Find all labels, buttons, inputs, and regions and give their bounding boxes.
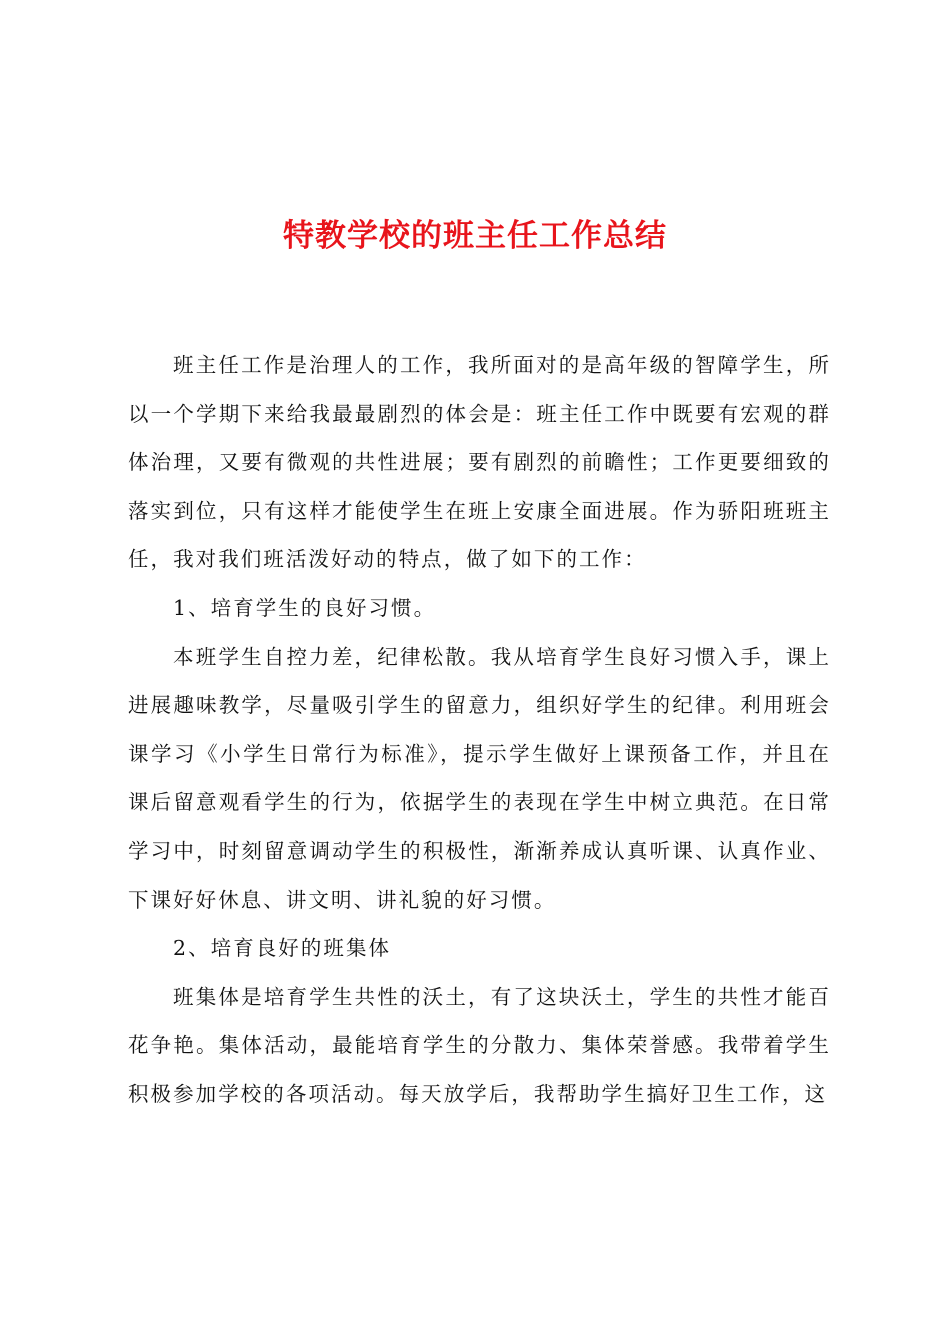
section-heading-2: 2、培育良好的班集体 bbox=[173, 936, 392, 961]
paragraph-habits: 本班学生自控力差，纪律松散。我从培育学生良好习惯入手，课上进展趣味教学，尽量吸引学生的留意力，组织好学生的纪律。利用班会课学习《小学生日常行为标准》，提示学生做好上课预备工作，并且在课后留意观看学生的行为，依据学生的表现在学生中树立典范。在日常学习中，时刻留意调动学生的积极性，渐渐养成认真听课、认真作业、下课好好休息、讲文明、讲礼貌的好习惯。 bbox=[128, 644, 831, 912]
document-title: 特教学校的班主任工作总结 bbox=[283, 218, 667, 254]
paragraph-class-collective: 班集体是培育学生共性的沃土，有了这块沃土，学生的共性才能百花争艳。集体活动，最能培育学生的分散力、集体荣誉感。我带着学生积极参加学校的各项活动。每天放学后，我帮助学生搞好卫生工作，这 bbox=[128, 984, 831, 1106]
section-heading-1: 1、培育学生的良好习惯。 bbox=[173, 595, 437, 620]
document-body bbox=[128, 341, 831, 1119]
paragraph-intro: 班主任工作是治理人的工作，我所面对的是高年级的智障学生，所以一个学期下来给我最最剧烈的体会是：班主任工作中既要有宏观的群体治理，又要有微观的共性进展；要有剧烈的前瞻性；工作更要细致的落实到位，只有这样才能使学生在班上安康全面进展。作为骄阳班班主任，我对我们班活泼好动的特点，做了如下的工作： bbox=[128, 353, 831, 572]
